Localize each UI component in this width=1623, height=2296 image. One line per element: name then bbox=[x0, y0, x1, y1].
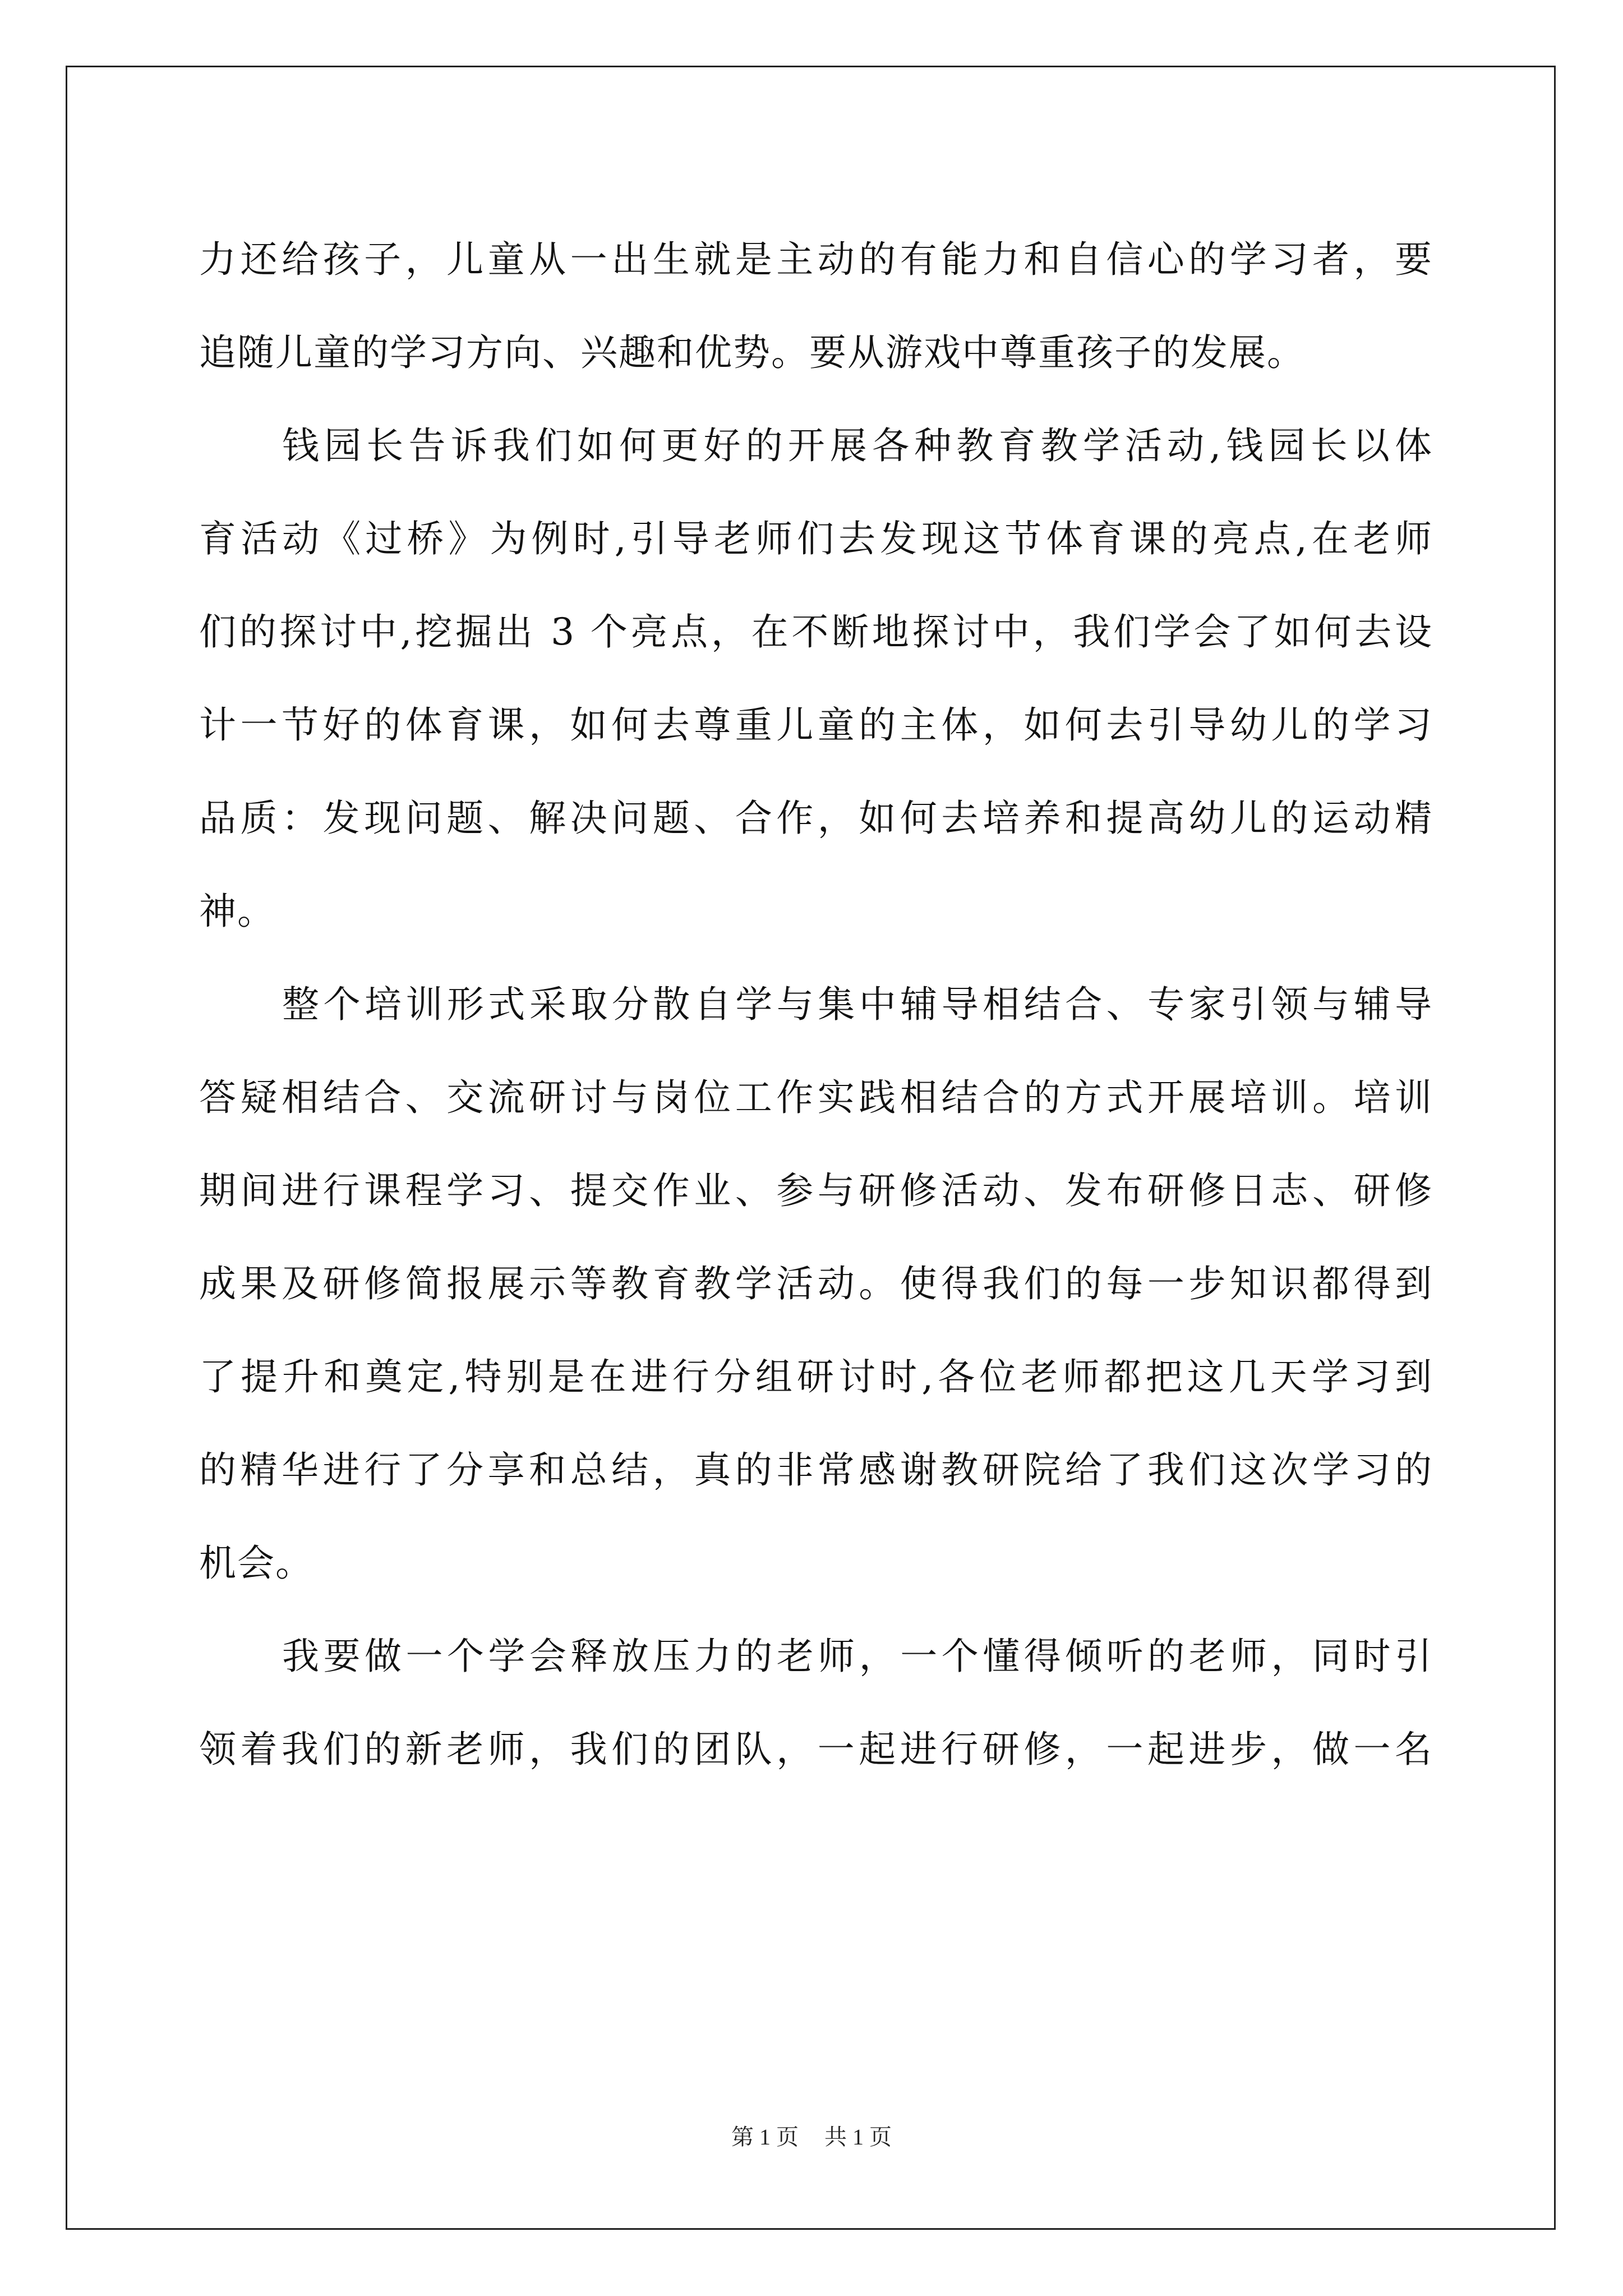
page-footer bbox=[0, 2120, 1623, 2154]
text-line: 领着我们的新老师，我们的团队，一起进行研修，一起进步，做一名 bbox=[199, 1728, 1433, 1771]
text-line: 品质：发现问题、解决问题、合作，如何去培养和提高幼儿的运动精 bbox=[199, 797, 1433, 840]
text-line: 答疑相结合、交流研讨与岗位工作实践相结合的方式开展培训。培训 bbox=[199, 1076, 1433, 1119]
text-line: 机会。 bbox=[199, 1542, 313, 1585]
document-body bbox=[199, 213, 1433, 1796]
text-line: 计一节好的体育课，如何去尊重儿童的主体，如何去引导幼儿的学习 bbox=[199, 703, 1433, 747]
text-line: 神。 bbox=[199, 890, 275, 933]
text-line: 成果及研修简报展示等教育教学活动。使得我们的每一步知识都得到 bbox=[199, 1262, 1433, 1305]
text-line: 育活动《过桥》为例时,引导老师们去发现这节体育课的亮点,在老师 bbox=[199, 517, 1433, 560]
text-line: 了提升和奠定,特别是在进行分组研讨时,各位老师都把这几天学习到 bbox=[199, 1355, 1433, 1398]
text-line: 整个培训形式采取分散自学与集中辅导相结合、专家引领与辅导 bbox=[282, 983, 1433, 1026]
text-line: 们的探讨中,挖掘出 3 个亮点，在不断地探讨中，我们学会了如何去设 bbox=[199, 610, 1433, 654]
text-line: 的精华进行了分享和总结，真的非常感谢教研院给了我们这次学习的 bbox=[199, 1448, 1433, 1492]
text-line: 追随儿童的学习方向、兴趣和优势。要从游戏中尊重孩子的发展。 bbox=[199, 331, 1305, 374]
text-line: 力还给孩子，儿童从一出生就是主动的有能力和自信心的学习者，要 bbox=[199, 238, 1433, 281]
text-line: 我要做一个学会释放压力的老师，一个懂得倾听的老师，同时引 bbox=[282, 1635, 1433, 1678]
page-number: 第 1 页 bbox=[731, 2124, 799, 2150]
text-line: 期间进行课程学习、提交作业、参与研修活动、发布研修日志、研修 bbox=[199, 1169, 1433, 1212]
text-line: 钱园长告诉我们如何更好的开展各种教育教学活动,钱园长以体 bbox=[282, 424, 1433, 467]
page-total: 共 1 页 bbox=[824, 2124, 892, 2150]
